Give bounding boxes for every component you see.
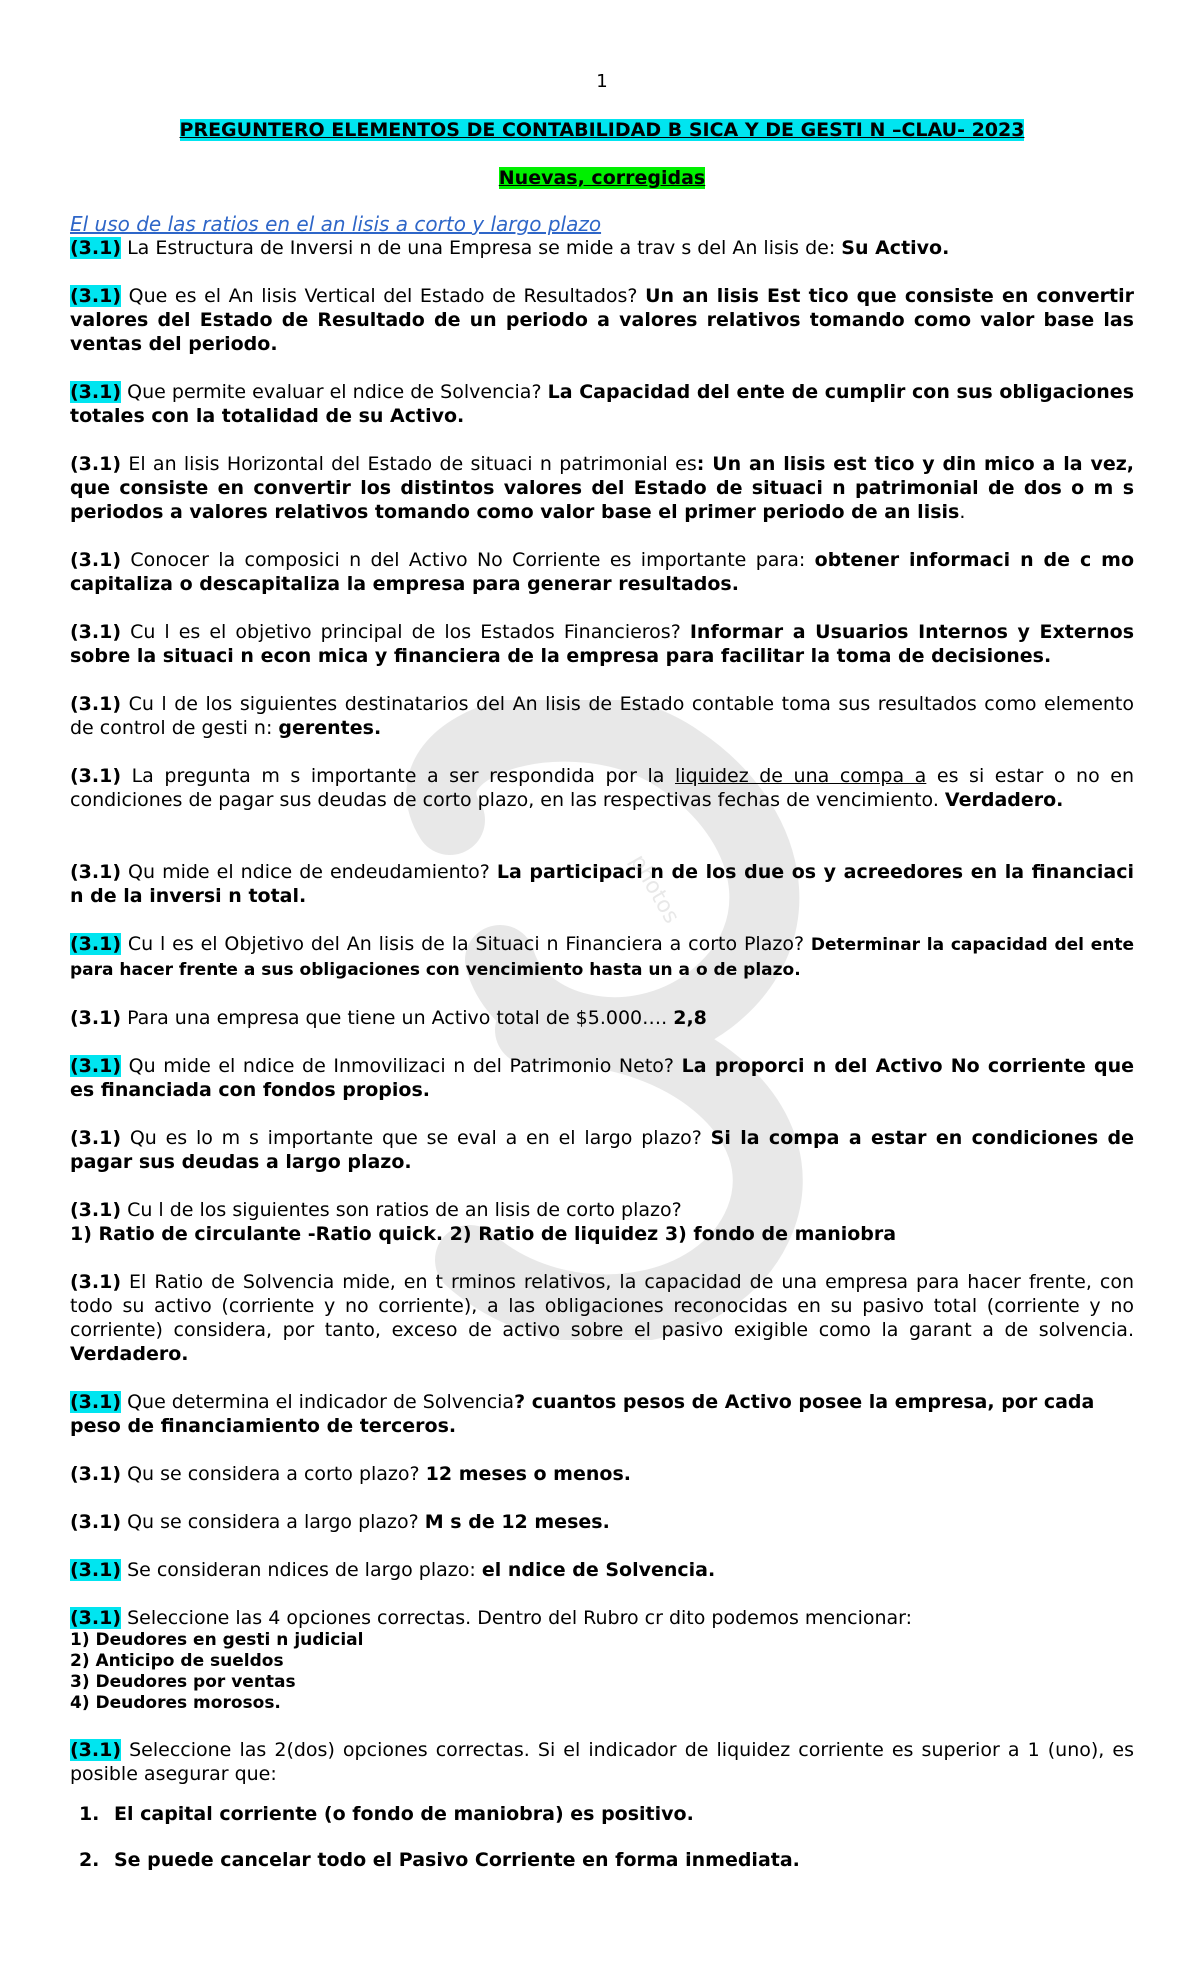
question-code: (3.1) [70, 381, 122, 403]
document-subtitle: Nuevas, corregidas [498, 167, 706, 189]
question-code: (3.1) [70, 1559, 122, 1581]
section-heading: El uso de las ratios en el an lisis a corto y largo plazo [70, 212, 602, 236]
question-16: (3.1) Que determina el indicador de Solvencia? cuantos pesos de Activo posee la empresa, por cada peso de financiamiento de terceros. [70, 1391, 1095, 1437]
answer: Un an lisis Est tico que consiste en convertir valores del Estado de Resultado de un periodo a valores relativos tomando como valor base las ventas del periodo. [70, 285, 1135, 355]
question-code: (3.1) [70, 1199, 122, 1221]
answer: La Capacidad del ente de cumplir con sus obligaciones totales con la totalidad de su Activo. [70, 381, 1134, 427]
question-7: (3.1) Cu l de los siguientes destinatarios del An lisis de Estado contable toma sus resultados como elemento de control de gesti n: gerentes. [70, 693, 1134, 739]
answer: 2,8 [673, 1007, 707, 1029]
question-14: (3.1) Cu l de los siguientes son ratios de an lisis de corto plazo? 1) Ratio de circulante -Ratio quick. 2) Ratio de liquidez 3) fondo de maniobra [70, 1199, 897, 1245]
question-8: (3.1) La pregunta m s importante a ser respondida por la liquidez de una compa a es si estar o no en condiciones de pagar sus deudas de corto plazo, en las respectivas fechas de vencimiento. Verdadero. [70, 765, 1134, 811]
watermark-text: photos [624, 850, 684, 928]
answer: gerentes. [278, 717, 382, 739]
question-3: (3.1) Que permite evaluar el ndice de Solvencia? La Capacidad del ente de cumplir con sus obligaciones totales con la totalidad de su Activo. [70, 381, 1134, 427]
document-content [70, 70, 1134, 1894]
question-10: (3.1) Cu l es el Objetivo del An lisis de la Situaci n Financiera a corto Plazo? Determinar la capacidad del ente para hacer frente a sus obligaciones con vencimiento hasta un a o de plazo. [70, 933, 1134, 980]
answer: : Un an lisis est tico y din mico a la vez, que consiste en convertir los distintos valores del Estado de situaci n patrimonial de dos o m s periodos a valores relativos tomando como valor base el primer periodo de an lisis [70, 453, 1134, 523]
question-code: (3.1) [70, 453, 122, 475]
question-code: (3.1) [70, 861, 122, 883]
question-code: (3.1) [70, 1007, 122, 1029]
question-code: (3.1) [70, 285, 122, 307]
answer-list [70, 1802, 1134, 1872]
underlined-term: liquidez de una compa a [675, 765, 927, 787]
question-code: (3.1) [70, 1607, 122, 1629]
question-2: (3.1) Que es el An lisis Vertical del Estado de Resultados? Un an lisis Est tico que consiste en convertir valores del Estado de Resultado de un periodo a valores relativos tomando como valor base las ventas del periodo. [70, 285, 1135, 355]
answer: Si la compa a estar en condiciones de pagar sus deudas a largo plazo. [70, 1127, 1134, 1173]
question-code: (3.1) [70, 549, 122, 571]
answer: 12 meses o menos. [425, 1463, 631, 1485]
question-code: (3.1) [70, 1391, 122, 1413]
question-18: (3.1) Qu se considera a largo plazo? M s de 12 meses. [70, 1511, 610, 1533]
question-19: (3.1) Se consideran ndices de largo plazo: el ndice de Solvencia. [70, 1559, 716, 1581]
question-code: (3.1) [70, 1127, 122, 1149]
answer: M s de 12 meses. [424, 1511, 610, 1533]
answer: Determinar la capacidad del ente para hacer frente a sus obligaciones con vencimiento hasta un a o de plazo. [70, 935, 1134, 980]
answer: Informar a Usuarios Internos y Externos sobre la situaci n econ mica y financiera de la empresa para facilitar la toma de decisiones. [70, 621, 1134, 667]
question-code: (3.1) [70, 1463, 122, 1485]
question-11: (3.1) Para una empresa que tiene un Activo total de $5.000…. 2,8 [70, 1007, 707, 1029]
question-1: (3.1) La Estructura de Inversi n de una Empresa se mide a trav s del An lisis de: Su Activo. [70, 237, 950, 259]
option-list [70, 1630, 1134, 1714]
question-code: (3.1) [70, 765, 122, 787]
question-6: (3.1) Cu l es el objetivo principal de los Estados Financieros? Informar a Usuarios Internos y Externos sobre la situaci n econ mica y financiera de la empresa para facilitar la toma de decisiones. [70, 621, 1134, 667]
question-code: (3.1) [70, 621, 122, 643]
answer: Verdadero. [70, 1343, 189, 1365]
question-21: (3.1) Seleccione las 2(dos) opciones correctas. Si el indicador de liquidez corriente es superior a 1 (uno), es posible asegurar que: [70, 1739, 1134, 1785]
question-code: (3.1) [70, 1055, 122, 1077]
answer: ? cuantos pesos de Activo posee la empresa, por cada peso de financiamiento de terceros. [70, 1391, 1095, 1437]
question-code: (3.1) [70, 237, 122, 259]
question-9: (3.1) Qu mide el ndice de endeudamiento? La participaci n de los due os y acreedores en la financiaci n de la inversi n total. [70, 861, 1134, 907]
answer: La proporci n del Activo No corriente que es financiada con fondos propios. [70, 1055, 1135, 1101]
answer: obtener informaci n de c mo capitaliza o descapitaliza la empresa para generar resultados. [70, 549, 1135, 595]
answer: Su Activo. [841, 237, 950, 259]
question-code: (3.1) [70, 693, 122, 715]
document-title: PREGUNTERO ELEMENTOS DE CONTABILIDAD B SICA Y DE GESTI N –CLAU- 2023 [179, 119, 1025, 141]
list-item: 4) Deudores morosos. [70, 1693, 281, 1713]
question-code: (3.1) [70, 1271, 122, 1293]
list-item: 1. El capital corriente (o fondo de maniobra) es positivo. [106, 1802, 1134, 1826]
answer: Verdadero. [944, 789, 1064, 811]
question-12: (3.1) Qu mide el ndice de Inmovilizaci n del Patrimonio Neto? La proporci n del Activo No corriente que es financiada con fondos propios. [70, 1055, 1135, 1101]
answer: 1) Ratio de circulante -Ratio quick. 2) Ratio de liquidez 3) fondo de maniobra [70, 1223, 897, 1245]
list-item: 2) Anticipo de sueldos [70, 1651, 284, 1671]
question-code: (3.1) [70, 933, 122, 955]
page-number: 1 [596, 71, 608, 92]
answer: La participaci n de los due os y acreedores en la financiaci n de la inversi n total. [70, 861, 1134, 907]
question-code: (3.1) [70, 1739, 122, 1761]
question-code: (3.1) [70, 1511, 122, 1533]
question-13: (3.1) Qu es lo m s importante que se eval a en el largo plazo? Si la compa a estar en condiciones de pagar sus deudas a largo plazo. [70, 1127, 1134, 1173]
list-item: 3) Deudores por ventas [70, 1672, 296, 1692]
list-item: 1) Deudores en gesti n judicial [70, 1630, 364, 1650]
question-17: (3.1) Qu se considera a corto plazo? 12 meses o menos. [70, 1463, 631, 1485]
question-20: (3.1) Seleccione las 4 opciones correctas. Dentro del Rubro cr dito podemos mencionar: [70, 1607, 913, 1629]
answer: el ndice de Solvencia. [481, 1559, 716, 1581]
question-4: (3.1) El an lisis Horizontal del Estado de situaci n patrimonial es: Un an lisis est tico y din mico a la vez, que consiste en convertir los distintos valores del Estado de situaci n patrimonial de dos o m s periodos a valores relativos tomando como valor base el primer periodo de an lisis. [70, 453, 1134, 523]
question-5: (3.1) Conocer la composici n del Activo No Corriente es importante para: obtener informaci n de c mo capitaliza o descapitaliza la empresa para generar resultados. [70, 549, 1135, 595]
list-item: 2. Se puede cancelar todo el Pasivo Corriente en forma inmediata. [106, 1848, 1134, 1872]
question-15: (3.1) El Ratio de Solvencia mide, en t rminos relativos, la capacidad de una empresa para hacer frente, con todo su activo (corriente y no corriente), a las obligaciones reconocidas en su pasivo total (corriente y no corriente) considera, por tanto, exceso de activo sobre el pasivo exigible como la garant a de solvencia. Verdadero. [70, 1271, 1134, 1365]
